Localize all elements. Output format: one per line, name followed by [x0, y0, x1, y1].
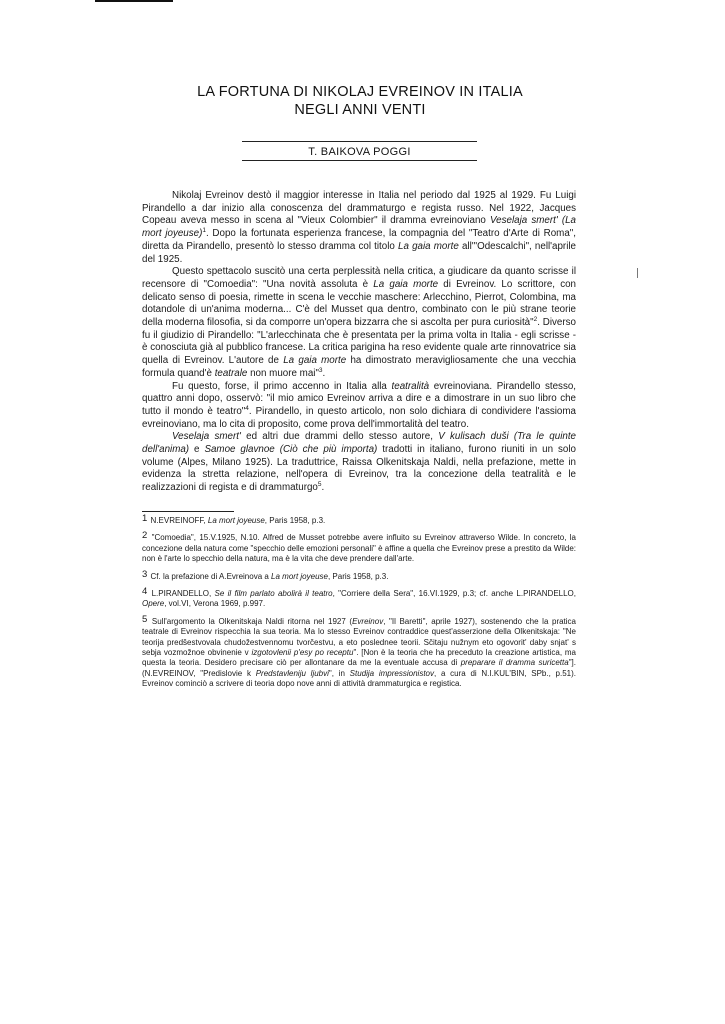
text-run: Nikolaj Evreinov destò il maggior interesse in Italia nel periodo dal 1925 al 1929. Fu Luigi Pirandello a dar inizio alla conoscenza del drammaturgo e regista russo. Nel 1922, Jacques Copeau aveva messo in scena al "Vieux Colombier" il dramma evreinoviano	[142, 190, 576, 227]
text-run: L.PIRANDELLO,	[151, 589, 215, 599]
italic-text: La gaia morte	[373, 278, 439, 290]
margin-mark	[637, 268, 638, 278]
text-run: .	[321, 482, 325, 494]
text-run: ed altri due drammi dello stesso autore,	[240, 431, 439, 443]
italic-text: Se il film parlato abolirà il teatro	[214, 589, 333, 599]
article-title	[150, 83, 570, 119]
footnote	[142, 514, 576, 526]
text-run: ", in	[328, 668, 350, 678]
text-run: e	[189, 444, 205, 456]
text-run: all'"Odescalchi", nell'aprile del 1925.	[142, 240, 576, 265]
italic-text: La mort joyeuse	[207, 516, 265, 525]
author-rule-top	[242, 141, 477, 142]
text-run: ha dimostrato meravigliosamente che una vecchia formula quand'è	[142, 355, 577, 379]
footnote	[142, 587, 576, 610]
italic-text: La mort joyeuse	[271, 571, 328, 581]
footnote-number: 2	[142, 530, 148, 542]
footnote-ref: 5	[317, 481, 322, 489]
italic-text: La gaia morte	[398, 240, 459, 252]
italic-text: La gaia morte	[283, 355, 347, 367]
footnote-number: 5	[142, 613, 148, 625]
text-run: Sull'argomento la Olkenitskaja Naldi ritorna nel 1927 (	[151, 616, 353, 626]
footnote	[142, 615, 576, 690]
footnote	[142, 570, 576, 582]
text-run: tradotti in italiano, furono riuniti in un solo volume (Alpes, Milano 1925). La traduttrice, Raissa Olkenitskaja Naldi, nella prefazione, mette in evidenza la stretta relazione, nell'opera di Evreinov, tra la concezione della teatralità e le realizzazioni di regista e di drammaturgo	[142, 444, 576, 494]
article-body	[142, 190, 576, 495]
footnote-separator	[142, 511, 234, 512]
italic-text: V kulisach duši (Tra le quinte dell'anima)	[142, 431, 576, 456]
text-run: , vol.VI, Verona 1969, p.997.	[164, 599, 266, 609]
footnote-ref: 1	[202, 227, 206, 235]
text-run: Cf. la prefazione di A.Evreinova a	[150, 571, 272, 581]
text-run: , Paris 1958, p.3.	[264, 516, 326, 525]
italic-text: Veselaja smert'	[172, 431, 241, 443]
italic-text: Veselaja smert' (La mort joyeuse)	[142, 215, 576, 240]
italic-text: teatralità	[391, 380, 430, 392]
footnote-number: 4	[142, 586, 148, 598]
text-run: .	[322, 367, 326, 379]
footnote-ref: 4	[245, 404, 249, 412]
text-run: , "Corriere della Sera", 16.VI.1929, p.3; cf. anche L.PIRANDELLO,	[332, 589, 576, 599]
italic-text: preparare il dramma suricetta	[460, 658, 569, 668]
italic-text: teatrale	[214, 367, 248, 379]
italic-text: Opere	[142, 599, 165, 609]
footnotes	[142, 514, 576, 695]
title-line-1: LA FORTUNA DI NIKOLAJ EVREINOV IN ITALIA	[197, 84, 523, 100]
scan-edge-line	[95, 0, 173, 2]
body-paragraph	[142, 381, 576, 432]
text-run: , a cura di N.I.KUL'BIN, SPb., p.51). Evreinov cominciò a scrivere di teoria dopo nove anni di attività drammaturgica e registica.	[142, 668, 577, 689]
footnote	[142, 531, 576, 564]
footnote-ref: 2	[533, 316, 538, 324]
text-run: , "Il Baretti", aprile 1927), sostenendo che la pratica teatrale di Evreinov rispecchia la sua teoria. Ma lo stesso Evreinov contraddice quest'asserzione della Olkenitskaja: "Ne teorija predšestvovala chudožestvennomu tvorčestvu, a eto poslednee teorii. Sčitaju nužnym eto ogovorit' daby snjat' s sebja vozmožnoe obvinenie v	[142, 616, 577, 658]
italic-text: izgotovlenii p'esy po receptu	[251, 648, 354, 658]
text-run: . Diverso fu il giudizio di Pirandello: "L'arlecchinata che è presentata per la prima volta in Italia - egli scrisse - è conosciuta già al pubblico francese. La critica parigina ha reso evidente quale arte rinnovatrice sia quella di Evreinov. L'autore de	[142, 317, 576, 367]
author-rule-bottom	[242, 160, 477, 161]
text-run: N.EVREINOFF,	[150, 516, 208, 525]
text-run: "]. (N.EVREINOV, "Predislovie k	[142, 658, 576, 678]
title-line-2: NEGLI ANNI VENTI	[294, 102, 426, 118]
text-run: Questo spettacolo suscitò una certa perplessità nella critica, a giudicare da quanto scrisse il recensore di "Comoedia": "Una novità assoluta è	[142, 266, 576, 290]
footnote-ref: 3	[318, 366, 323, 374]
text-run: di Evreinov. Lo scrittore, con delicato senso di poesia, rimette in scena le vecchie maschere: Arlecchino, Pierrot, Colombina, ma dotandole di un'anima moderna... C'è del Musset qua dentro, combinato con le più strane teorie della moderna filosofia, si da comporre un'opera bizzarra che si ascolta per pura curiosità"	[142, 278, 577, 329]
text-run: evreinoviana. Pirandello stesso, quattro anni dopo, osservò: "il mio amico Evreinov arriva a dire e a dimostrare in un suo libro che tutto il mondo è teatro"	[142, 380, 577, 417]
text-run: , Paris 1958, p.3.	[327, 571, 389, 581]
body-paragraph	[142, 431, 576, 495]
italic-text: Studija impressionistov	[349, 668, 434, 678]
italic-text: Evreinov	[352, 616, 384, 626]
italic-text: Predstavleniju ljubvi	[255, 668, 329, 678]
body-paragraph	[142, 190, 576, 266]
text-run: . Dopo la fortunata esperienza francese, la compagnia del "Teatro d'Arte di Roma", diretta da Pirandello, presentò lo stesso dramma col titolo	[142, 228, 576, 252]
text-run: "Comoedia", 15.V.1925, N.10. Alfred de Musset potrebbe avere influito su Evreinov attraverso Wilde. In concreto, la concezione della natura come "specchio delle emozioni personali" è affine a quella che Evreinov prese a prestito da Wilde: non è l'arte lo specchio della natura, ma è la vita che deve prendere dall'arte.	[142, 533, 576, 564]
text-run: non muore mai"	[247, 367, 319, 379]
body-paragraph	[142, 266, 576, 380]
text-run: ". [Non è la teoria che ha preceduto la creazione artistica, ma questa la teoria. Desidero precisare ciò per allontanare da me la eventuale accusa di	[142, 648, 576, 668]
author-name: T. BAIKOVA POGGI	[308, 146, 411, 158]
text-run: Fu questo, forse, il primo accenno in Italia alla	[172, 380, 392, 392]
footnote-number: 3	[142, 568, 148, 580]
text-run: . Pirandello, in questo articolo, non solo dichiara di condividere l'assioma evreinoviano, ma lo cita di proposito, come prova dell'immortalità del teatro.	[142, 405, 576, 430]
italic-text: Samoe glavnoe (Ciò che più importa)	[204, 444, 378, 456]
footnote-number: 1	[142, 513, 148, 524]
